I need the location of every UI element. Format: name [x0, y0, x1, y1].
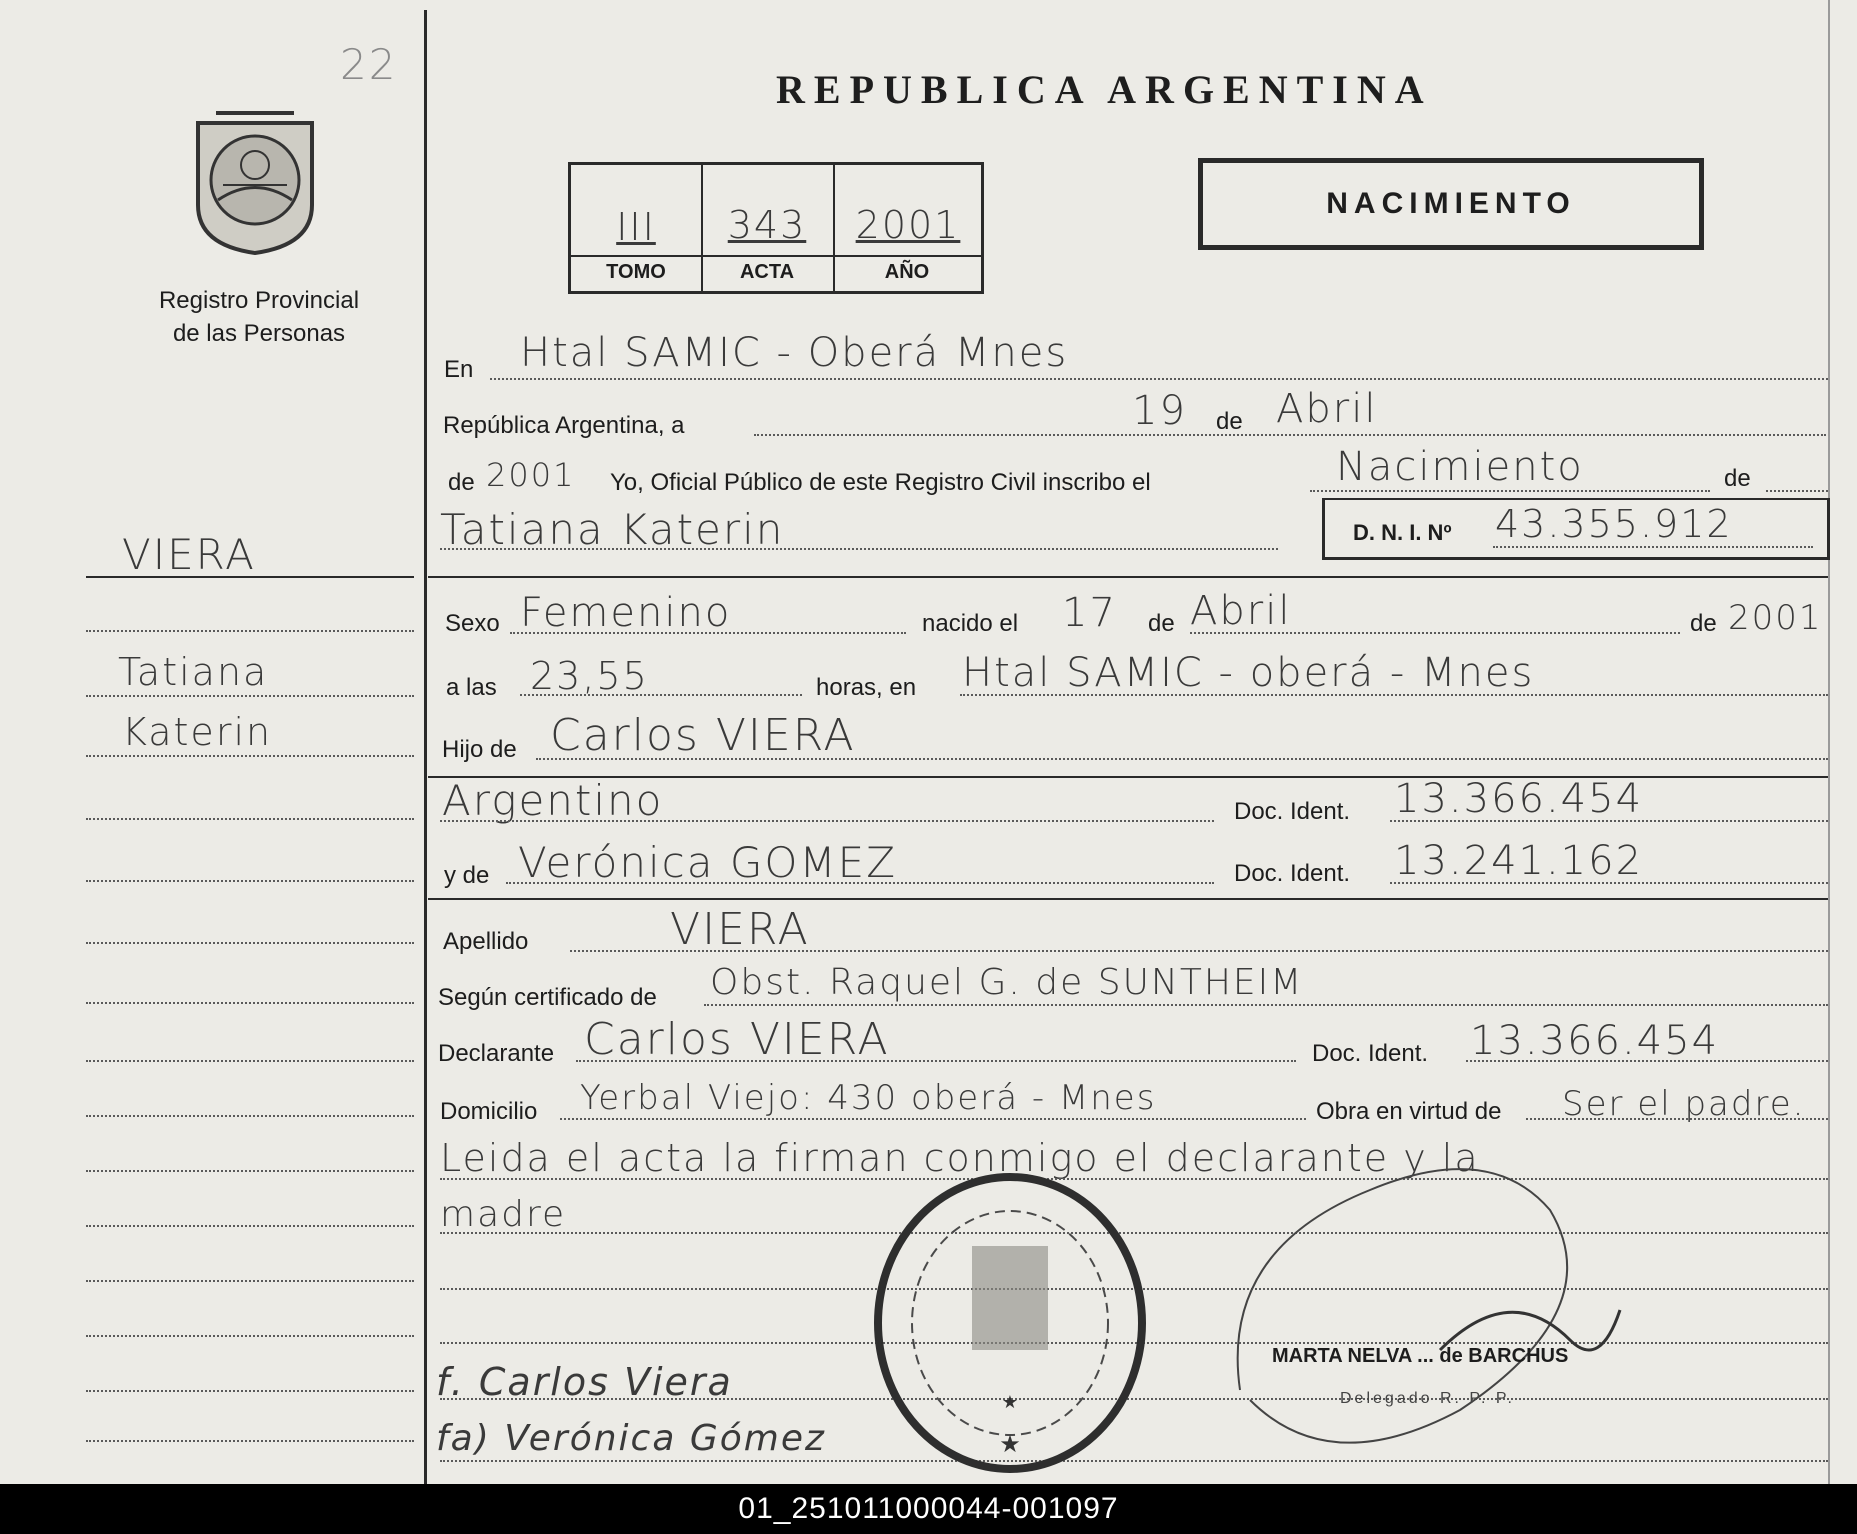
apellido-value: VIERA — [670, 904, 810, 955]
left-column-divider — [424, 10, 427, 1484]
official-title: Delegado R. P. P. — [1340, 1390, 1515, 1407]
margin-line — [86, 695, 414, 697]
ano-label: AÑO — [884, 261, 930, 283]
act-type-label: NACIMIENTO — [1326, 187, 1576, 220]
margin-line — [86, 1060, 414, 1062]
mother-name: Verónica GOMEZ — [518, 838, 897, 887]
registration-year: 2001 — [486, 456, 576, 494]
father-nationality: Argentino — [442, 776, 664, 825]
de-end-label: de — [1724, 465, 1751, 492]
signature-loop-icon — [1210, 1130, 1630, 1484]
mother-doc-label: Doc. Ident. — [1234, 860, 1351, 887]
margin-line — [86, 1170, 414, 1172]
obra-value: Ser el padre. — [1562, 1084, 1806, 1124]
registration-month: Abril — [1276, 386, 1378, 432]
dni-label: D. N. I. Nº — [1353, 520, 1452, 545]
margin-line — [86, 1280, 414, 1282]
image-code-footer: 01_251011000044-001097 — [0, 1484, 1857, 1534]
en-value: Htal SAMIC - Oberá Mnes — [520, 330, 1069, 376]
de-month-label: de — [1216, 408, 1243, 435]
birth-year: 2001 — [1728, 598, 1823, 638]
segun-value: Obst. Raquel G. de SUNTHEIM — [710, 962, 1304, 1003]
remarks-line-1: Leida el acta la firman conmigo el declarante y la — [440, 1136, 1480, 1180]
right-page-edge — [1828, 0, 1830, 1484]
oficial-statement: Yo, Oficial Público de este Registro Civil inscribo el — [610, 469, 1151, 496]
sexo-label: Sexo — [445, 610, 500, 637]
yde-label: y de — [444, 862, 490, 889]
domicilio-value: Yerbal Viejo: 430 oberá - Mnes — [580, 1078, 1157, 1118]
alas-label: a las — [446, 674, 497, 701]
child-name: Tatiana Katerin — [440, 505, 785, 554]
acta-label: ACTA — [739, 261, 795, 283]
province-seal-icon — [188, 105, 322, 255]
act-type-box — [1198, 158, 1704, 250]
registration-day: 19 — [1132, 388, 1187, 434]
margin-given-name-2: Katerin — [122, 710, 273, 754]
margin-surname-rule — [86, 576, 414, 578]
ano-value: 2001 — [855, 203, 961, 247]
birth-place: Htal SAMIC - oberá - Mnes — [962, 650, 1535, 696]
acta-value: 343 — [727, 203, 807, 247]
declarante-name: Carlos VIERA — [584, 1014, 890, 1065]
declarante-doc: 13.366.454 — [1470, 1018, 1720, 1064]
registry-name-line2: de las Personas — [172, 320, 346, 347]
margin-given-name-1: Tatiana — [118, 650, 269, 694]
svg-text:★: ★ — [1001, 1392, 1019, 1412]
declarante-doc-label: Doc. Ident. — [1312, 1040, 1429, 1067]
de-year-label: de — [448, 469, 475, 496]
margin-line — [86, 942, 414, 944]
svg-text:★: ★ — [999, 1431, 1021, 1458]
apellido-label: Apellido — [443, 928, 529, 955]
page-number: 22 — [340, 40, 398, 89]
registry-name-line1: Registro Provincial — [158, 287, 360, 314]
margin-line — [86, 1115, 414, 1117]
hijo-label: Hijo de — [442, 736, 517, 763]
official-stamp-icon — [868, 1168, 1152, 1478]
father-name: Carlos VIERA — [550, 710, 856, 761]
country-title: REPUBLICA ARGENTINA — [776, 67, 1433, 112]
margin-line — [86, 1440, 414, 1442]
signature-mother: fa) Verónica Gómez — [436, 1418, 826, 1459]
margin-line — [86, 755, 414, 757]
sexo-value: Femenino — [520, 590, 732, 636]
birth-hour: 23,55 — [530, 654, 649, 698]
margin-line — [86, 1225, 414, 1227]
obra-label: Obra en virtud de — [1316, 1098, 1502, 1125]
margin-line — [86, 818, 414, 820]
dni-box — [1322, 498, 1830, 560]
inscription-type: Nacimiento — [1336, 444, 1584, 490]
dni-value: 43.355.912 — [1495, 502, 1733, 546]
father-doc-label: Doc. Ident. — [1234, 798, 1351, 825]
margin-surname: VIERA — [122, 530, 256, 579]
republica-label: República Argentina, a — [443, 412, 685, 439]
signature-father: f. Carlos Viera — [436, 1360, 733, 1404]
official-name: MARTA NELVA ... de BARCHUS — [1272, 1345, 1569, 1367]
mother-doc: 13.241.162 — [1394, 838, 1644, 884]
domicilio-label: Domicilio — [440, 1098, 538, 1125]
en-label: En — [444, 356, 474, 383]
margin-line — [86, 880, 414, 882]
reference-table — [568, 162, 984, 294]
segun-label: Según certificado de — [438, 984, 657, 1011]
margin-line — [86, 1390, 414, 1392]
de-birth-month-label: de — [1148, 610, 1175, 637]
tomo-label: TOMO — [606, 261, 666, 283]
tomo-value: III — [616, 205, 656, 249]
de-birth-year-label: de — [1690, 610, 1717, 637]
birth-day: 17 — [1062, 590, 1117, 636]
birth-month: Abril — [1190, 588, 1292, 634]
father-doc: 13.366.454 — [1394, 776, 1644, 822]
horas-label: horas, en — [816, 674, 917, 701]
margin-line — [86, 1335, 414, 1337]
margin-line — [86, 1002, 414, 1004]
declarante-label: Declarante — [438, 1040, 555, 1067]
margin-line — [86, 630, 414, 632]
nacido-label: nacido el — [922, 610, 1019, 637]
remarks-line-2: madre — [440, 1194, 567, 1235]
